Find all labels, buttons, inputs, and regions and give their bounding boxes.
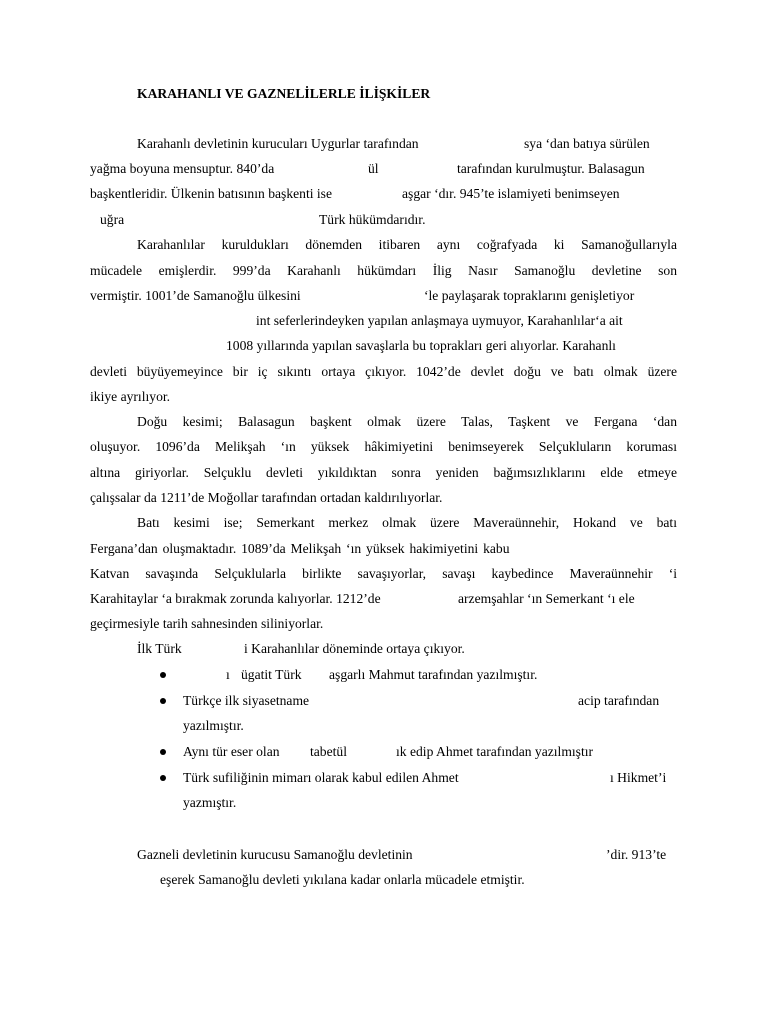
text-line <box>90 590 677 608</box>
text-fragment: aşgar ‘dır. 945’te islamiyeti benimseyen <box>402 186 620 201</box>
text-line: yazmıştır. <box>183 795 237 810</box>
bullet-icon <box>160 698 166 704</box>
text-fragment: acip tarafından <box>578 693 660 708</box>
text-fragment: aşgarlı Mahmut tarafından yazılmıştır. <box>329 667 538 682</box>
text-line: mücadele emişlerdir. 999’da Karahanlı hükümdarı İlig Nasır Samanoğlu devletine son <box>90 263 677 278</box>
text-line: int seferlerindeyken yapılan anlaşmaya uymuyor, Karahanlılar‘a ait <box>256 313 623 328</box>
text-line <box>137 846 677 864</box>
text-line: geçirmesiyle tarih sahnesinden siliniyorlar. <box>90 616 324 631</box>
text-line <box>137 640 677 658</box>
text-fragment: ık edip Ahmet tarafından yazılmıştır <box>396 744 594 759</box>
text-line: altına giriyorlar. Selçuklu devleti yıkıldıktan sonra yeniden bağımsızlıklarını elde etmeye <box>90 465 677 480</box>
text-line: devleti büyüyemeyince bir iç sıkıntı ortaya çıkıyor. 1042’de devlet doğu ve batı olmak üzere <box>90 364 677 379</box>
text-fragment: ı <box>226 667 230 682</box>
text-fragment: tabetül <box>310 744 347 759</box>
text-fragment: ügatit Türk <box>241 667 302 682</box>
text-line: çalışsalar da 1211’de Moğollar tarafından ortadan kaldırılıyorlar. <box>90 490 443 505</box>
text-line: 1008 yıllarında yapılan savaşlarla bu toprakları geri alıyorlar. Karahanlı <box>226 338 616 353</box>
text-fragment: Türk hükümdarıdır. <box>319 212 426 227</box>
text-fragment: ül <box>368 161 379 176</box>
list-item <box>183 666 677 684</box>
text-line <box>90 185 677 203</box>
text-fragment: ’dir. 913’te <box>606 847 667 862</box>
text-line: Doğu kesimi; Balasagun başkent olmak üzere Talas, Taşkent ve Fergana ‘dan <box>137 414 677 429</box>
text-fragment: ı Hikmet’i <box>610 770 667 785</box>
text-line: oluşuyor. 1096’da Melikşah ‘ın yüksek hâkimiyetini benimseyerek Selçukluların koruması <box>90 439 677 454</box>
text-fragment: Türk sufiliğinin mimarı olarak kabul edilen Ahmet <box>183 770 459 785</box>
text-line <box>100 211 677 229</box>
text-line: Karahanlılar kuruldukları dönemden itibaren aynı coğrafyada ki Samanoğullarıyla <box>137 237 677 252</box>
list-item <box>183 692 677 710</box>
text-line: Batı kesimi ise; Semerkant merkez olmak üzere Maveraünnehir, Hokand ve batı <box>137 515 677 530</box>
text-line <box>137 135 677 153</box>
text-line: eşerek Samanoğlu devleti yıkılana kadar onlarla mücadele etmiştir. <box>160 872 525 887</box>
bullet-icon <box>160 672 166 678</box>
text-fragment: sya ‘dan batıya sürülen <box>524 136 650 151</box>
text-line: Katvan savaşında Selçuklularla birlikte savaşıyorlar, savaşı kaybedince Maveraünnehir ‘i <box>90 566 677 581</box>
text-fragment: Karahanlı devletinin kurucuları Uygurlar tarafından <box>137 136 419 151</box>
text-fragment: Aynı tür eser olan <box>183 744 280 759</box>
text-fragment: vermiştir. 1001’de Samanoğlu ülkesini <box>90 288 301 303</box>
list-item <box>183 743 677 761</box>
text-fragment: yağma boyuna mensuptur. 840’da <box>90 161 275 176</box>
text-line <box>90 287 677 305</box>
text-fragment: başkentleridir. Ülkenin batısının başkenti ise <box>90 186 332 201</box>
text-fragment: i Karahanlılar döneminde ortaya çıkıyor. <box>244 641 465 656</box>
list-item <box>183 769 677 787</box>
text-fragment: uğra <box>100 212 125 227</box>
bullet-icon <box>160 749 166 755</box>
bullet-icon <box>160 775 166 781</box>
text-line <box>90 160 677 178</box>
text-fragment: Gazneli devletinin kurucusu Samanoğlu devletinin <box>137 847 413 862</box>
text-line: Fergana’dan oluşmaktadır. 1089’da Melikşah ‘ın yüksek hakimiyetini kabu <box>90 541 510 556</box>
text-line: ikiye ayrılıyor. <box>90 389 171 404</box>
text-fragment: arzemşahlar ‘ın Semerkant ‘ı ele <box>458 591 635 606</box>
text-fragment: İlk Türk <box>137 641 182 656</box>
text-fragment: ‘le paylaşarak topraklarını genişletiyor <box>424 288 635 303</box>
text-fragment: Karahitaylar ‘a bırakmak zorunda kalıyorlar. 1212’de <box>90 591 381 606</box>
text-fragment: tarafından kurulmuştur. Balasagun <box>457 161 645 176</box>
document-title: KARAHANLI VE GAZNELİLERLE İLİŞKİLER <box>137 86 431 101</box>
text-fragment: Türkçe ilk siyasetname <box>183 693 310 708</box>
text-line: yazılmıştır. <box>183 718 244 733</box>
